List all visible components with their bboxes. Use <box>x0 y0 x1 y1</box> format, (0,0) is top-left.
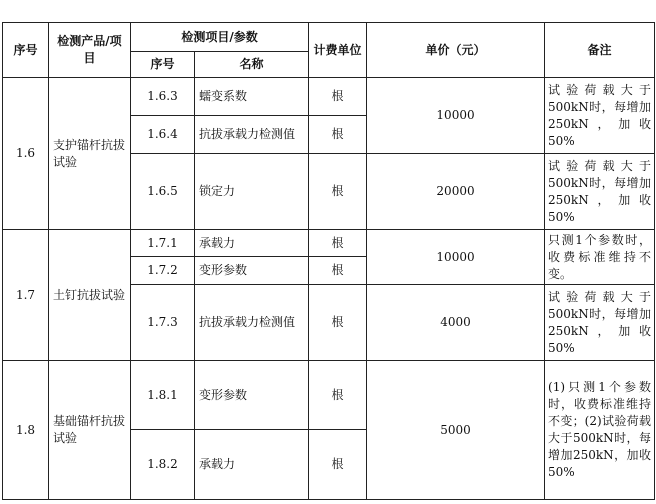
group-product: 土钉抗拔试验 <box>49 230 131 361</box>
item-seq: 1.7.3 <box>131 285 195 361</box>
item-name: 抗拔承载力检测值 <box>195 116 309 154</box>
remark-cell: 试验荷载大于500kN时，每增加250kN，加收50% <box>545 154 655 230</box>
header-remark: 备注 <box>545 23 655 78</box>
item-seq: 1.7.2 <box>131 257 195 285</box>
item-name: 变形参数 <box>195 361 309 430</box>
item-name: 锁定力 <box>195 154 309 230</box>
price-cell: 10000 <box>367 78 545 154</box>
item-unit: 根 <box>309 430 367 500</box>
header-sub-seq: 序号 <box>131 52 195 78</box>
group-product: 支护锚杆抗拔试验 <box>49 78 131 230</box>
remark-cell: 试验荷载大于500kN时，每增加250kN，加收50% <box>545 285 655 361</box>
header-seq: 序号 <box>3 23 49 78</box>
remark-cell: (1)只测1个参数时，收费标准维持不变；(2)试验荷载大于500kN时，每增加250kN，加收50% <box>545 361 655 500</box>
group-seq: 1.7 <box>3 230 49 361</box>
group-seq: 1.8 <box>3 361 49 500</box>
item-unit: 根 <box>309 116 367 154</box>
item-name: 变形参数 <box>195 257 309 285</box>
item-unit: 根 <box>309 78 367 116</box>
table-row <box>3 361 655 430</box>
fee-table-wrapper <box>2 22 655 500</box>
group-seq: 1.6 <box>3 78 49 230</box>
item-unit: 根 <box>309 285 367 361</box>
remark-cell: 只测1个参数时，收费标准维持不变。 <box>545 230 655 285</box>
header-price: 单价（元） <box>367 23 545 78</box>
table-row <box>3 230 655 257</box>
header-sub-name: 名称 <box>195 52 309 78</box>
item-unit: 根 <box>309 154 367 230</box>
item-seq: 1.6.5 <box>131 154 195 230</box>
item-seq: 1.8.1 <box>131 361 195 430</box>
price-cell: 10000 <box>367 230 545 285</box>
item-unit: 根 <box>309 361 367 430</box>
header-row <box>3 23 655 52</box>
price-cell: 20000 <box>367 154 545 230</box>
header-unit: 计费单位 <box>309 23 367 78</box>
item-unit: 根 <box>309 257 367 285</box>
group-product: 基础锚杆抗拔试验 <box>49 361 131 500</box>
item-name: 承载力 <box>195 230 309 257</box>
table-row <box>3 78 655 116</box>
header-product: 检测产品/项目 <box>49 23 131 78</box>
fee-table <box>2 22 655 500</box>
item-name: 蠕变系数 <box>195 78 309 116</box>
remark-cell: 试验荷载大于500kN时，每增加250kN，加收50% <box>545 78 655 154</box>
item-name: 承载力 <box>195 430 309 500</box>
item-name: 抗拔承载力检测值 <box>195 285 309 361</box>
item-unit: 根 <box>309 230 367 257</box>
price-cell: 5000 <box>367 361 545 500</box>
price-cell: 4000 <box>367 285 545 361</box>
header-item-group: 检测项目/参数 <box>131 23 309 52</box>
item-seq: 1.8.2 <box>131 430 195 500</box>
item-seq: 1.6.3 <box>131 78 195 116</box>
item-seq: 1.6.4 <box>131 116 195 154</box>
item-seq: 1.7.1 <box>131 230 195 257</box>
